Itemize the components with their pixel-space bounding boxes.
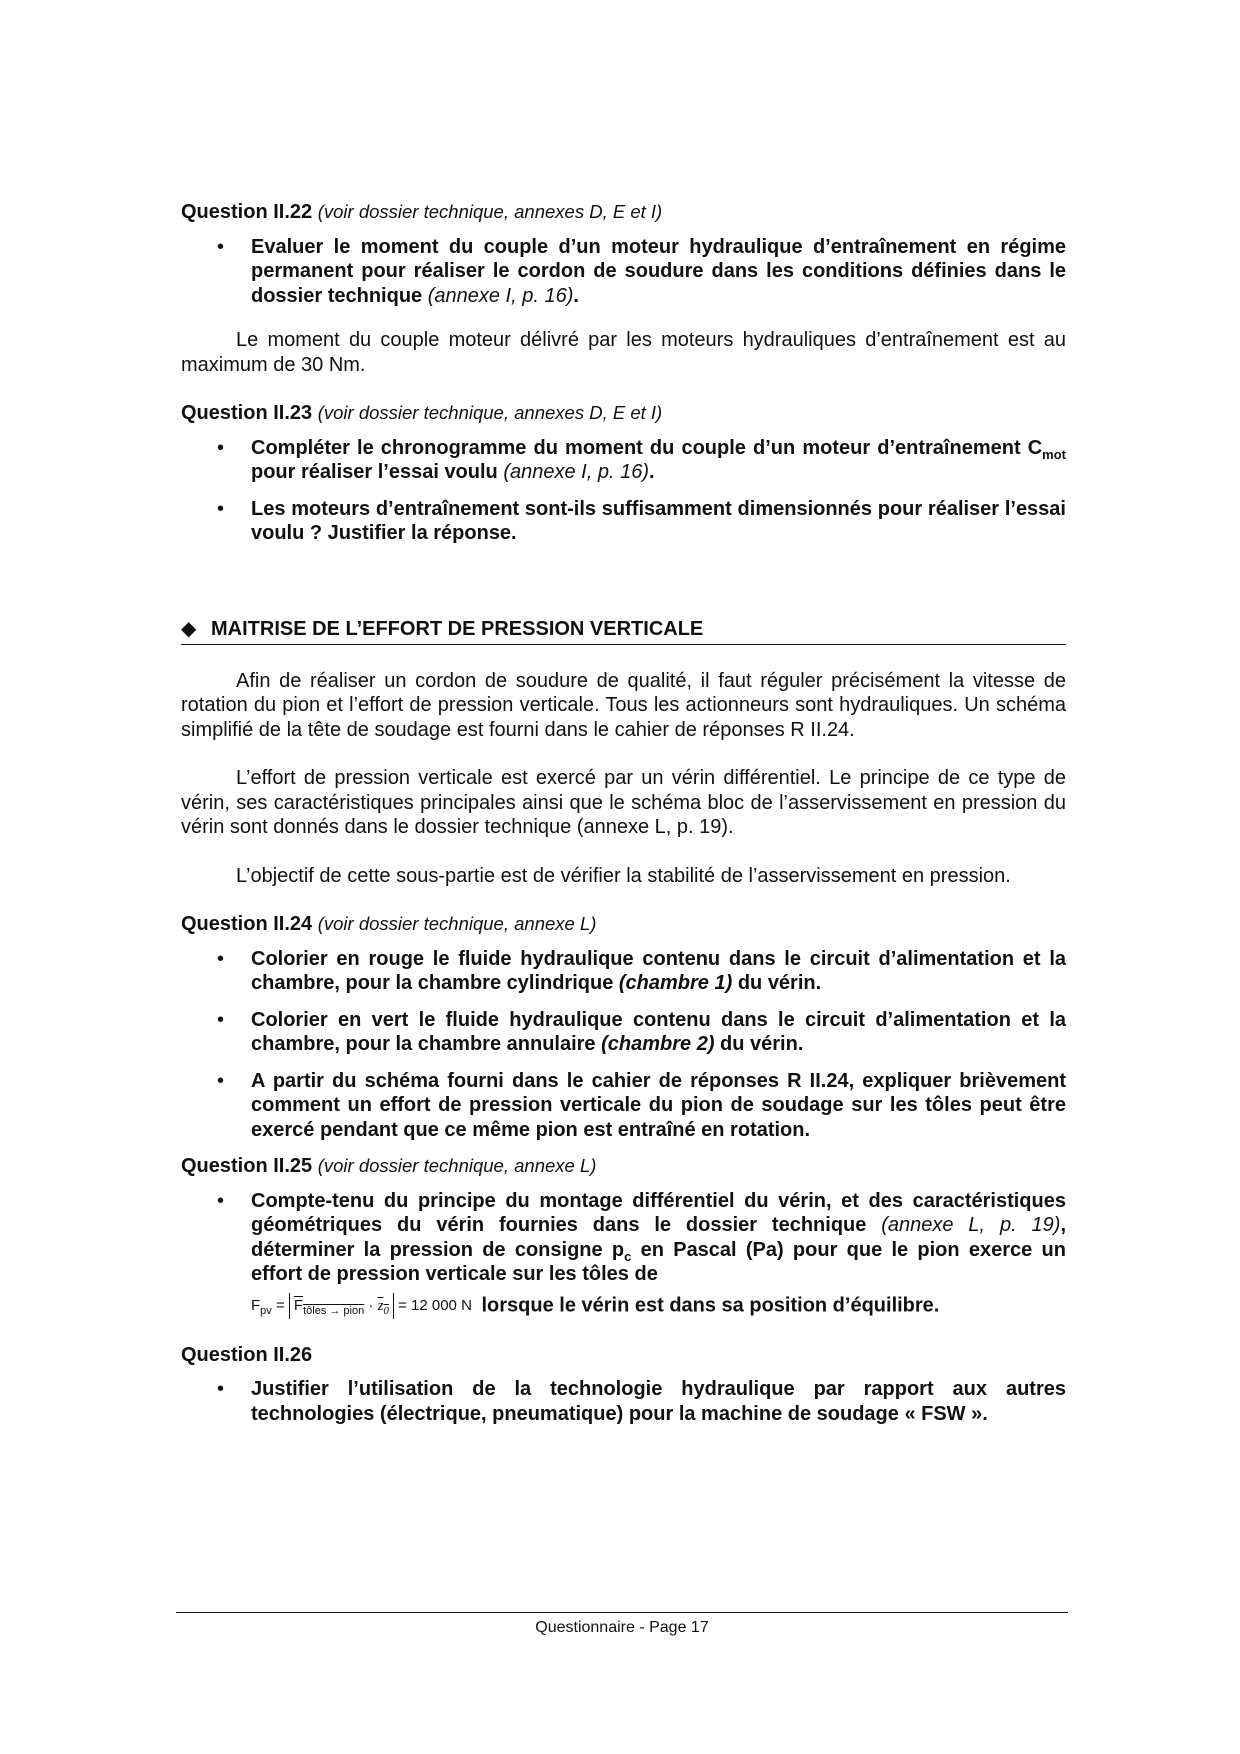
force-formula bbox=[251, 1293, 472, 1319]
paragraph: L’objectif de cette sous-partie est de vérifier la stabilité de l’asservissement en pression. bbox=[236, 864, 1011, 887]
section-title-text: MAITRISE DE L’EFFORT DE PRESSION VERTICALE bbox=[211, 617, 704, 640]
question-bullets bbox=[181, 1377, 1066, 1426]
formula-line bbox=[181, 1293, 1066, 1319]
question-reference: (voir dossier technique, annexes D, E et I) bbox=[317, 201, 663, 222]
formula-rhs: = 12 000 N bbox=[398, 1296, 472, 1314]
bullet-item bbox=[181, 1377, 1066, 1426]
bullet-emphasis: (chambre 2) bbox=[601, 1033, 715, 1055]
question-bullets bbox=[181, 947, 1066, 1143]
bullet-text-end: lorsque le vérin est dans sa position d’équilibre. bbox=[481, 1293, 940, 1316]
bullet-text: Justifier l’utilisation de la technologie hydraulique par rapport aux autres technologies (électrique, pneumatique) pour la machine de soudage « FSW ». bbox=[251, 1378, 1066, 1425]
question-bullets bbox=[181, 235, 1066, 309]
bullet-text: Colorier en rouge le fluide hydraulique contenu dans le circuit d’alimentation et la chambre, pour la chambre cylindrique bbox=[251, 947, 1066, 994]
bullet-text: Compléter le chronogramme du moment du couple d’un moteur d’entraînement C bbox=[251, 436, 1043, 459]
bullet-reference: (annexe L, p. 19) bbox=[881, 1214, 1061, 1236]
bullet-text: Compte-tenu du principe du montage différentiel du vérin, et des caractéristiques géométriques du vérin fournies dans le dossier technique bbox=[251, 1189, 1066, 1236]
formula-z-sub: 0 bbox=[383, 1304, 389, 1317]
question-label: Question II.23 bbox=[181, 402, 313, 424]
formula-equals: = bbox=[275, 1296, 285, 1314]
bullet-item bbox=[181, 235, 1066, 309]
bullet-text-end: . bbox=[648, 461, 655, 483]
question-heading bbox=[181, 401, 1066, 426]
question-bullets bbox=[181, 1189, 1066, 1287]
bullet-dot-icon: • bbox=[217, 1378, 225, 1400]
bullet-dot-icon: • bbox=[217, 1069, 225, 1092]
question-bullets bbox=[181, 436, 1066, 546]
formula-z: z bbox=[377, 1297, 384, 1314]
bullet-text: Colorier en vert le fluide hydraulique contenu dans le circuit d’alimentation et la chambre, pour la chambre annulaire bbox=[251, 1008, 1066, 1055]
bullet-text: , déterminer la pression de consigne p bbox=[251, 1214, 1067, 1261]
bullet-item bbox=[181, 1069, 1066, 1143]
subscript: c bbox=[624, 1248, 632, 1264]
formula-force-sub: tôles → pion bbox=[303, 1304, 365, 1317]
bullet-item bbox=[181, 497, 1066, 546]
formula-force-symbol: F bbox=[293, 1296, 304, 1314]
question-reference: (voir dossier technique, annexe L) bbox=[317, 1155, 597, 1176]
diamond-icon: ◆ bbox=[181, 617, 197, 640]
bullet-text-end: du vérin. bbox=[714, 1033, 804, 1055]
paragraph: L’effort de pression verticale est exercé par un vérin différentiel. Le principe de ce type de vérin, ses caractéristiques principales ainsi que le schéma bloc de l’asservissement en pression du vérin sont donnés dans le dossier technique (annexe L, p. 19). bbox=[181, 767, 1066, 838]
page-footer: Questionnaire - Page 17 bbox=[535, 1619, 709, 1636]
bullet-text: Evaluer le moment du couple d’un moteur hydraulique d’entraînement en régime permanent pour réaliser le cordon de soudure dans les conditions définies dans le dossier technique bbox=[251, 235, 1066, 307]
bullet-item bbox=[181, 1189, 1066, 1287]
question-heading bbox=[181, 912, 1066, 937]
formula-z-vector bbox=[377, 1297, 389, 1317]
question-heading bbox=[181, 1154, 1066, 1179]
bullet-text: A partir du schéma fourni dans le cahier de réponses R II.24, expliquer brièvement comment un effort de pression verticale du pion de soudage sur les tôles peut être exercé pendant que ce même pion est entraîné en rotation. bbox=[251, 1069, 1066, 1141]
formula-lhs: F bbox=[251, 1296, 261, 1314]
bullet-dot-icon: • bbox=[217, 497, 225, 520]
paragraph: Afin de réaliser un cordon de soudure de qualité, il faut réguler précisément la vitesse de rotation du pion et l’effort de pression verticale. Tous les actionneurs sont hydrauliques. Un schéma simplifié de la tête de soudage est fourni dans le cahier de réponses R II.24. bbox=[181, 669, 1066, 741]
bullet-item bbox=[181, 1008, 1066, 1057]
bullet-text-end: . bbox=[573, 284, 579, 307]
footer-divider bbox=[176, 1612, 1068, 1613]
bullet-text-end: du vérin. bbox=[732, 972, 822, 994]
question-label: Question II.24 bbox=[181, 913, 313, 935]
question-heading bbox=[181, 1343, 1066, 1368]
question-reference: (voir dossier technique, annexes D, E et I) bbox=[317, 402, 663, 423]
question-label: Question II.26 bbox=[181, 1343, 313, 1366]
question-reference: (voir dossier technique, annexe L) bbox=[317, 913, 597, 934]
bullet-dot-icon: • bbox=[217, 1008, 225, 1031]
bullet-dot-icon: • bbox=[217, 436, 225, 459]
bullet-reference: (annexe I, p. 16) bbox=[503, 461, 649, 483]
question-label: Question II.25 bbox=[181, 1155, 313, 1177]
subscript: mot bbox=[1042, 446, 1066, 462]
bullet-item bbox=[181, 436, 1066, 485]
formula-lhs-sub: pv bbox=[260, 1304, 272, 1317]
question-heading bbox=[181, 200, 1066, 225]
bullet-dot-icon: • bbox=[217, 1189, 225, 1212]
question-label: Question II.22 bbox=[181, 201, 313, 223]
bullet-reference: (annexe I, p. 16) bbox=[427, 284, 574, 307]
bullet-text-rest: pour réaliser l’essai voulu bbox=[251, 461, 504, 483]
page-content bbox=[181, 200, 1066, 1438]
bullet-dot-icon: • bbox=[217, 235, 225, 258]
paragraph: Le moment du couple moteur délivré par les moteurs hydrauliques d’entraînement est au maximum de 30 Nm. bbox=[181, 329, 1066, 376]
bullet-text: Les moteurs d’entraînement sont-ils suffisamment dimensionnés pour réaliser l’essai voulu ? Justifier la réponse. bbox=[251, 497, 1066, 544]
bullet-dot-icon: • bbox=[217, 947, 225, 970]
bullet-emphasis: (chambre 1) bbox=[618, 972, 733, 994]
bullet-text: en Pascal (Pa) pour que le pion exerce un effort de pression verticale sur les tôles de bbox=[251, 1238, 1066, 1285]
formula-abs bbox=[289, 1293, 394, 1319]
formula-force bbox=[293, 1296, 365, 1317]
bullet-item bbox=[181, 947, 1066, 996]
formula-dot: · bbox=[368, 1296, 374, 1314]
section-title bbox=[181, 616, 1066, 645]
